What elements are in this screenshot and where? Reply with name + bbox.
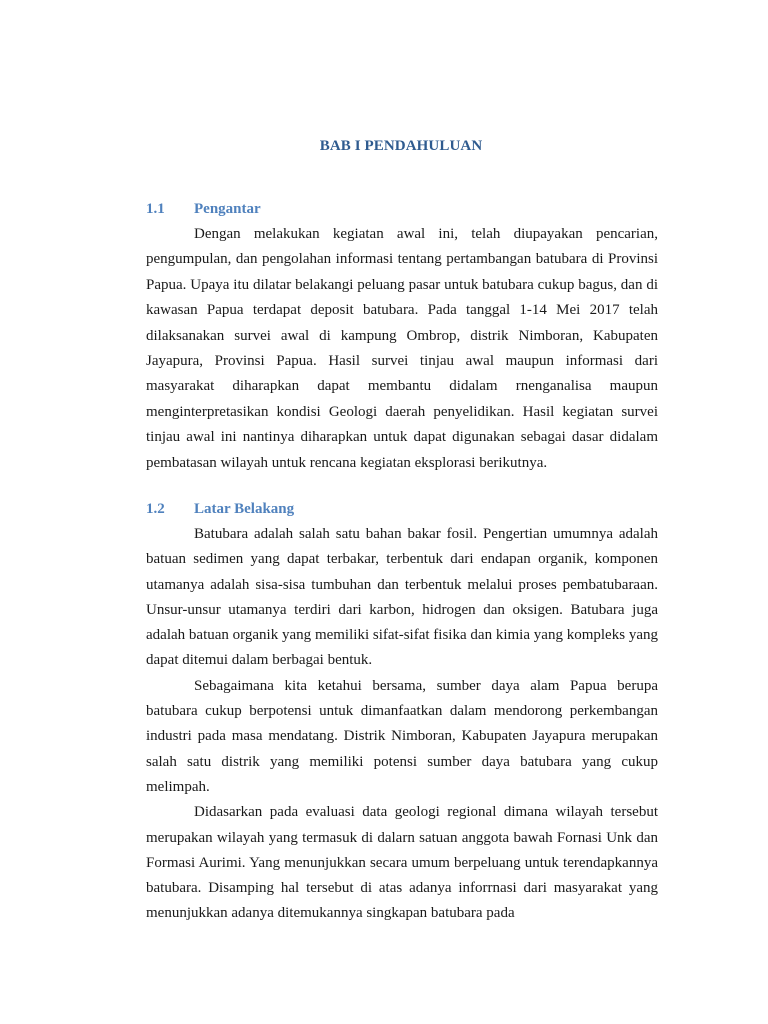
section-title: Pengantar [194, 201, 261, 217]
paragraph: Didasarkan pada evaluasi data geologi regional dimana wilayah tersebut merupakan wilayah yang termasuk di dalarn satuan anggota bawah Fornasi Unk dan Formasi Aurimi. Yang menunjukkan secara umum berpeluang untuk terendapkannya batubara. Disamping hal tersebut di atas adanya inforrnasi dari masyarakat yang menunjukkan adanya ditemukannya singkapan batubara pada [146, 804, 658, 922]
chapter-title: BAB I PENDAHULUAN [319, 138, 483, 154]
section-title: Latar Belakang [194, 501, 295, 517]
section-heading [146, 200, 658, 222]
section-heading [146, 500, 658, 522]
section-number: 1.2 [146, 501, 165, 517]
section-latar-belakang [146, 500, 658, 927]
section-number: 1.1 [146, 201, 165, 217]
paragraph: Batubara adalah salah satu bahan bakar fosil. Pengertian umumnya adalah batuan sedimen yang dapat terbakar, terbentuk dari endapan organik, komponen utamanya adalah sisa-sisa tumbuhan dan terbentuk melalui proses pembatubaraan. Unsur-unsur utamanya terdiri dari karbon, hidrogen dan oksigen. Batubara juga adalah batuan organik yang memiliki sifat-sifat fisika dan kimia yang kompleks yang dapat ditemui dalam berbagai bentuk. [146, 526, 658, 669]
paragraph: Sebagaimana kita ketahui bersama, sumber daya alam Papua berupa batubara cukup berpotensi untuk dimanfaatkan dalam mendorong perkembangan industri pada masa mendatang. Distrik Nimboran, Kabupaten Jayapura merupakan salah satu distrik yang memiliki potensi sumber daya batubara yang cukup melimpah. [146, 677, 658, 795]
paragraph: Dengan melakukan kegiatan awal ini, telah diupayakan pencarian, pengumpulan, dan pengolahan informasi tentang pertambangan batubara di Provinsi Papua. Upaya itu dilatar belakangi peluang pasar untuk batubara cukup bagus, dan di kawasan Papua terdapat deposit batubara. Pada tanggal 1-14 Mei 2017 telah dilaksanakan survei awal di kampung Ombrop, distrik Nimboran, Kabupaten Jayapura, Provinsi Papua. Hasil survei tinjau awal maupun informasi dari masyarakat diharapkan dapat membantu didalam rnenganalisa maupun menginterpretasikan kondisi Geologi daerah penyelidikan. Hasil kegiatan survei tinjau awal ini nantinya diharapkan untuk dapat digunakan sebagai dasar didalam pembatasan wilayah untuk rencana kegiatan eksplorasi berikutnya. [146, 226, 658, 471]
section-pengantar [146, 200, 658, 476]
